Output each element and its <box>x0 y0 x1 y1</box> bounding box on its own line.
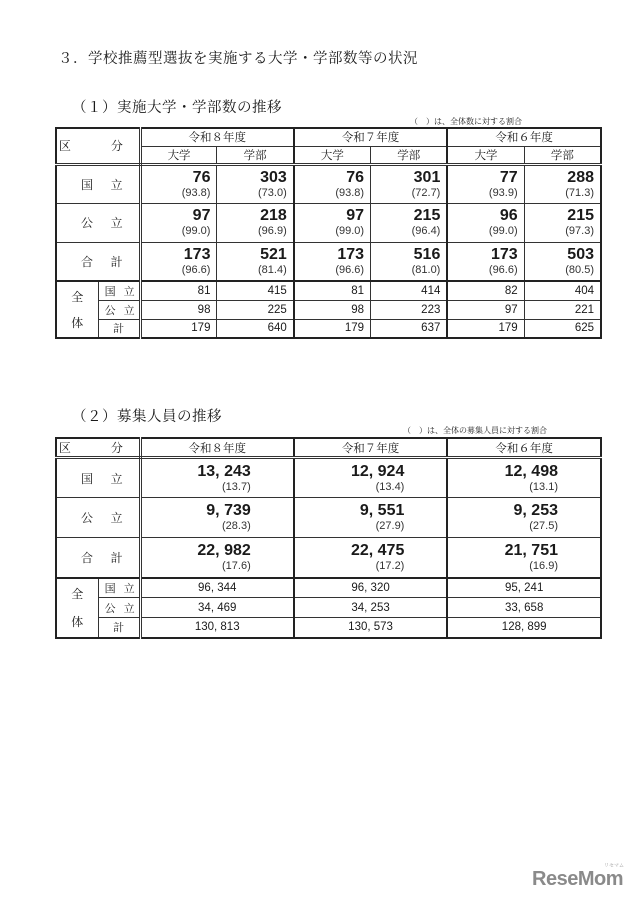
resemom-logo: ReseMom <box>532 868 623 890</box>
value-cell: 301 <box>413 168 441 186</box>
table-row <box>56 578 601 598</box>
value-cell: 96 <box>499 207 518 224</box>
subheader-faculty: 学部 <box>524 146 601 164</box>
pct-cell: (16.9) <box>529 559 558 572</box>
pct-cell: (93.8) <box>181 186 211 199</box>
row-label: 国 立 <box>56 164 140 203</box>
kubun-header: 区 分 <box>56 128 140 164</box>
pct-cell: (93.9) <box>488 186 518 199</box>
value-cell: 76 <box>346 168 365 186</box>
table-row <box>56 242 601 281</box>
value-cell: 81 <box>140 281 217 300</box>
row-label: 公 立 <box>98 598 140 618</box>
value-cell: 215 <box>567 207 594 224</box>
value-cell: 173 <box>337 245 365 263</box>
pct-cell: (96.6) <box>488 263 518 276</box>
row-label: 公 立 <box>98 300 140 319</box>
value-cell: 12, 498 <box>504 462 558 480</box>
value-cell: 82 <box>447 281 524 300</box>
section-title: ３．学校推薦型選抜を実施する大学・学部数等の状況 <box>58 51 418 67</box>
row-label: 合 計 <box>56 538 140 578</box>
table-row <box>56 618 601 638</box>
value-cell: 130, 813 <box>140 618 294 638</box>
pct-cell: (96.6) <box>335 263 365 276</box>
table-row <box>56 300 601 319</box>
pct-cell: (28.3) <box>222 520 251 532</box>
pct-cell: (13.1) <box>529 480 558 493</box>
row-label: 公 立 <box>56 203 140 242</box>
kubun-header: 区 分 <box>56 438 140 458</box>
value-cell: 22, 475 <box>350 541 405 559</box>
value-cell: 21, 751 <box>504 541 558 559</box>
value-cell: 98 <box>294 300 371 319</box>
value-cell: 130, 573 <box>294 618 448 638</box>
table-row <box>56 498 601 538</box>
value-cell: 9, 739 <box>206 502 251 519</box>
pct-cell: (17.2) <box>375 559 405 572</box>
value-cell: 640 <box>217 319 294 338</box>
table-row <box>56 281 601 300</box>
row-label: 国 立 <box>56 458 140 498</box>
row-label: 国 立 <box>98 578 140 598</box>
pct-cell: (97.3) <box>565 225 594 237</box>
subheader-faculty: 学部 <box>217 146 294 164</box>
value-cell: 218 <box>260 207 287 224</box>
value-cell: 13, 243 <box>197 462 251 480</box>
value-cell: 97 <box>447 300 524 319</box>
watermark-subtext: リセマム <box>604 863 624 869</box>
value-cell: 179 <box>140 319 217 338</box>
pct-cell: (81.4) <box>258 263 287 276</box>
table1-title: （１）実施大学・学部数の推移 <box>72 100 282 116</box>
total-group-label: 全 体 <box>56 578 98 638</box>
value-cell: 404 <box>524 281 601 300</box>
value-cell: 97 <box>192 207 211 224</box>
table2-note: （ ）は、全体の募集人員に対する割合 <box>403 426 547 435</box>
pct-cell: (71.3) <box>565 186 594 199</box>
value-cell: 34, 253 <box>294 598 448 618</box>
year-header: 令和７年度 <box>294 438 448 458</box>
year-header: 令和６年度 <box>447 438 601 458</box>
pct-cell: (93.8) <box>335 186 365 199</box>
pct-cell: (80.5) <box>565 263 594 276</box>
value-cell: 22, 982 <box>197 541 251 559</box>
subheader-university: 大学 <box>447 146 524 164</box>
year-header: 令和８年度 <box>140 438 294 458</box>
row-label: 国 立 <box>98 281 140 300</box>
row-label: 計 <box>98 319 140 338</box>
value-cell: 637 <box>371 319 448 338</box>
value-cell: 96, 344 <box>140 578 294 598</box>
table-row <box>56 458 601 498</box>
value-cell: 97 <box>346 207 365 224</box>
table1-note: （ ）は、全体数に対する割合 <box>410 117 522 126</box>
pct-cell: (27.5) <box>529 520 558 532</box>
year-header: 令和７年度 <box>294 128 448 146</box>
total-group-label: 全 体 <box>56 281 98 338</box>
subheader-faculty: 学部 <box>371 146 448 164</box>
value-cell: 179 <box>294 319 371 338</box>
pct-cell: (73.0) <box>258 186 287 199</box>
table-row <box>56 164 601 203</box>
value-cell: 179 <box>447 319 524 338</box>
value-cell: 503 <box>567 245 594 263</box>
value-cell: 415 <box>217 281 294 300</box>
value-cell: 221 <box>524 300 601 319</box>
table-row <box>56 203 601 242</box>
value-cell: 77 <box>499 168 518 186</box>
value-cell: 128, 899 <box>447 618 601 638</box>
pct-cell: (27.9) <box>375 520 405 532</box>
pct-cell: (72.7) <box>411 186 441 199</box>
pct-cell: (99.0) <box>335 225 365 237</box>
row-label: 計 <box>98 618 140 638</box>
value-cell: 625 <box>524 319 601 338</box>
pct-cell: (17.6) <box>222 559 251 572</box>
table2-title: （２）募集人員の推移 <box>72 409 222 425</box>
subheader-university: 大学 <box>140 146 217 164</box>
row-label: 合 計 <box>56 242 140 281</box>
row-label: 公 立 <box>56 498 140 538</box>
value-cell: 516 <box>413 245 441 263</box>
value-cell: 521 <box>260 245 287 263</box>
pct-cell: (99.0) <box>181 225 211 237</box>
value-cell: 9, 253 <box>513 502 558 519</box>
value-cell: 34, 469 <box>140 598 294 618</box>
table-row <box>56 538 601 578</box>
value-cell: 9, 551 <box>359 502 405 519</box>
value-cell: 76 <box>192 168 211 186</box>
value-cell: 96, 320 <box>294 578 448 598</box>
value-cell: 12, 924 <box>350 462 405 480</box>
value-cell: 303 <box>260 168 287 186</box>
year-header: 令和６年度 <box>447 128 601 146</box>
value-cell: 98 <box>140 300 217 319</box>
pct-cell: (96.9) <box>258 225 287 237</box>
pct-cell: (13.7) <box>222 480 251 493</box>
pct-cell: (13.4) <box>375 480 405 493</box>
year-header: 令和８年度 <box>140 128 294 146</box>
value-cell: 215 <box>413 207 441 224</box>
value-cell: 288 <box>567 168 594 186</box>
value-cell: 95, 241 <box>447 578 601 598</box>
value-cell: 223 <box>371 300 448 319</box>
value-cell: 81 <box>294 281 371 300</box>
table-row <box>56 598 601 618</box>
value-cell: 173 <box>490 245 518 263</box>
pct-cell: (99.0) <box>488 225 518 237</box>
table-row <box>56 319 601 338</box>
value-cell: 225 <box>217 300 294 319</box>
value-cell: 33, 658 <box>447 598 601 618</box>
table1 <box>55 127 602 339</box>
pct-cell: (81.0) <box>411 263 441 276</box>
pct-cell: (96.6) <box>181 263 211 276</box>
subheader-university: 大学 <box>294 146 371 164</box>
value-cell: 414 <box>371 281 448 300</box>
table2 <box>55 437 602 639</box>
value-cell: 173 <box>183 245 211 263</box>
pct-cell: (96.4) <box>411 225 441 237</box>
